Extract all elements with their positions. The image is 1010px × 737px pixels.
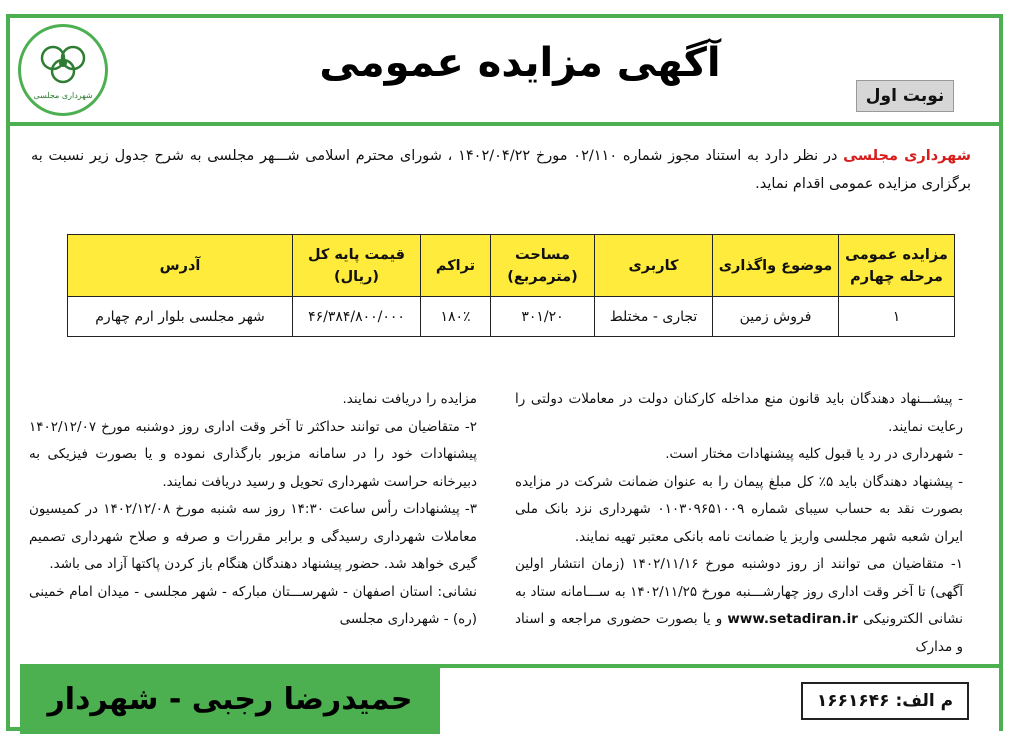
header-subject: موضوع واگذاری (713, 235, 839, 297)
mayor-signature: حمیدرضا رجبی - شهردار (20, 664, 440, 734)
table-header-row (68, 235, 955, 297)
condition-item (515, 551, 963, 661)
notice-round-badge: نوبت اول (856, 80, 954, 112)
condition-text: و یا بصورت حضوری مراجعه و اسناد و مدارک (515, 611, 963, 655)
condition-item: مزایده را دریافت نمایند. (342, 391, 477, 407)
table-row (68, 297, 955, 337)
condition-item: - پیشنهاد دهندگان باید ۵٪ کل مبلغ پیمان را به عنوان ضمانت شرکت در مزایده بصورت نقد به حساب سیبای شماره ۰۱۰۳۰۹۶۵۱۰۰۹ شهرداری نزد بانک ملی ایران شعبه شهر مجلسی واریز یا ضمانت نامه بانکی معتبر تهیه نمایند. (515, 473, 964, 545)
intro-paragraph (31, 142, 971, 198)
reference-box (801, 682, 969, 720)
logo-caption: شهرداری مجلسی (33, 90, 93, 100)
cell-area: ۳۰۱/۲۰ (491, 297, 595, 337)
condition-item: - شهرداری در رد یا قبول کلیه پیشنهادات مختار است. (665, 446, 963, 462)
header-address: آدرس (68, 235, 293, 297)
page-title: آگهی مزایده عمومی (319, 40, 721, 86)
header-auction-stage: مزایده عمومی مرحله چهارم (839, 235, 955, 297)
header-base-price: قیمت پایه کل (ریال) (293, 235, 421, 297)
cell-base-price: ۴۶/۳۸۴/۸۰۰/۰۰۰ (293, 297, 421, 337)
auction-table (67, 234, 955, 337)
condition-item: ۳- پیشنهادات رأس ساعت ۱۴:۳۰ روز سه شنبه مورخ ۱۴۰۲/۱۲/۰۸ در کمیسیون معاملات شهرداری رسیدگی و برابر مقررات و صرفه و صلاح شهرداری تصمیم گیری خواهد شد. حضور پیشنهاد دهندگان هنگام باز کردن پاکتها آزاد می باشد. (29, 501, 478, 572)
cell-usage: تجاری - مختلط (595, 297, 713, 337)
cell-row-number: ۱ (839, 297, 955, 337)
address-line: نشانی: استان اصفهان - شهرســـتان مبارکه - شهر مجلسی - میدان امام خمینی (ره) - شهرداری مجلسی (29, 583, 477, 627)
intro-text: در نظر دارد به استناد مجوز شماره ۰۲/۱۱۰ مورخ ۱۴۰۲/۰۴/۲۲ ، شورای محترم اسلامی شـــهر مجلسی به شرح جدول زیر نسبت به برگزاری مزایده عمومی اقدام نماید. (31, 148, 971, 192)
cell-address: شهر مجلسی بلوار ارم چهارم (68, 297, 293, 337)
condition-item: - پیشـــنهاد دهندگان باید قانون منع مداخله کارکنان دولت در معاملات دولتی را رعایت نمایند. (515, 391, 963, 435)
municipality-logo (18, 24, 108, 116)
ref-number: ۱۶۶۱۶۴۶ (816, 691, 890, 711)
ref-label: م الف: (895, 691, 954, 711)
org-name: شهرداری مجلسی (843, 148, 972, 164)
header-usage: کاربری (595, 235, 713, 297)
cell-density: ۱۸۰٪ (421, 297, 491, 337)
condition-item: ۲- متقاضیان می توانند حداکثر تا آخر وقت اداری روز دوشنبه مورخ ۱۴۰۲/۱۲/۰۷ پیشنهادات خود را در سامانه مزبور بارگذاری نموده و یا بصورت فیزیکی به دبیرخانه حراست شهرداری تحویل و رسید دریافت نمایند. (29, 418, 477, 490)
logo-emblem-icon (37, 41, 89, 87)
notice-frame (6, 14, 1003, 731)
header-density: تراکم (421, 235, 491, 297)
conditions-right-column (515, 386, 963, 661)
header-area: مساحت (مترمربع) (491, 235, 595, 297)
conditions-left-column (29, 386, 477, 634)
setadiran-link[interactable]: www.setadiran.ir (727, 611, 858, 627)
header (10, 18, 999, 126)
cell-subject: فروش زمین (713, 297, 839, 337)
condition-text: ۱- متقاضیان می توانند از روز دوشنبه مورخ ۱۴۰۲/۱۱/۱۶ (زمان انتشار اولین آگهی) تا آخر وقت اداری روز چهارشـــنبه مورخ ۱۴۰۲/۱۱/۲۵ به ســـامانه ستاد به نشانی الکترونیکی (515, 556, 963, 627)
